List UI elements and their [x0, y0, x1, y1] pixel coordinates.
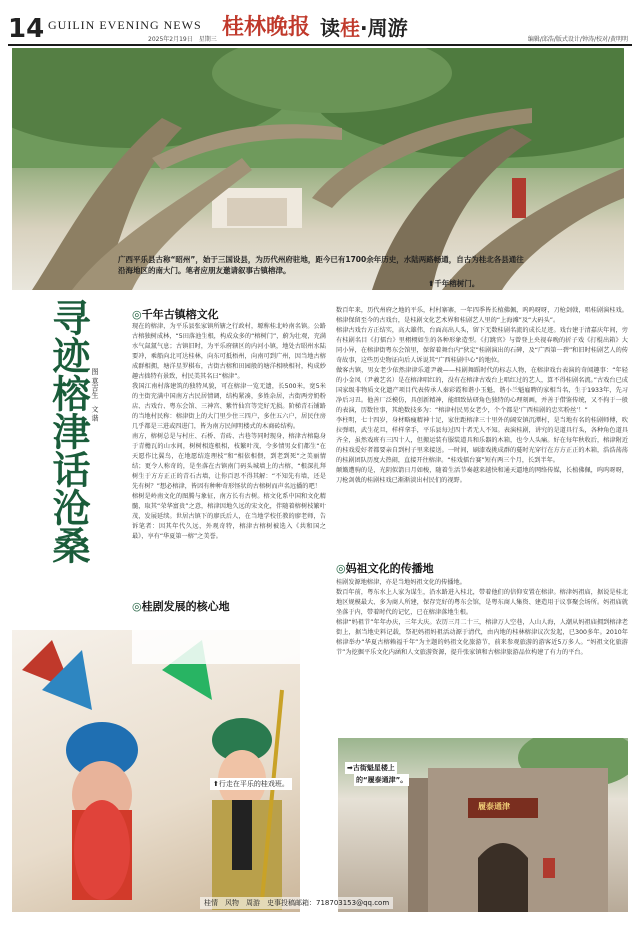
page-number: 14 — [8, 14, 45, 44]
article-author: 图 莫吉生 文 谐 — [91, 368, 99, 422]
section2-heading-text: 桂剧发展的核心地 — [141, 600, 230, 613]
hero-photo-label: ⬆千年榕树门。 — [428, 279, 480, 288]
paper-name: GUILIN EVENING NEWS — [48, 18, 202, 32]
section-title — [320, 12, 408, 41]
section-prefix: 读 — [320, 16, 340, 40]
bullet-icon: ◎ — [132, 308, 142, 321]
gate-caption-line2: 的“履泰通津”。 — [356, 776, 408, 784]
section3-heading-text: 妈祖文化的传播地 — [345, 562, 434, 575]
section1-heading-text: 千年古镇榕文化 — [141, 308, 219, 321]
newspaper-logo: 桂林晚报 — [222, 14, 311, 40]
section-highlight: 桂 — [340, 16, 360, 40]
section2-intro-overlay — [132, 614, 322, 664]
section-suffix: ·周游 — [360, 16, 408, 40]
opera-troupe-photo — [12, 630, 300, 912]
hero-caption: 广西平乐县古称“昭州”，始于三国设县，为历代州府驻地，距今已有1700余年历史，水陆两路畅通，自古为桂北各县通往沿海地区的南大门。笔者应朋友邀请叙事古镇榕津。 — [118, 255, 524, 275]
section2-heading — [132, 598, 230, 614]
header-divider — [8, 44, 632, 46]
section1-heading — [132, 306, 219, 322]
section1-body: 现在的榕津，为平乐县张家镇所辖之行政村，塬称桂北岭南名镇。公路古榕独树成林，“5田落池生根，构成众多的“榕树门”，蔚为壮观，充满水气氤氲气息；古镇旧时，为平乐府辖区的内河小镇，地处古昭州水陆要冲，乘船向北可达桂林，向东可抵梧州，向南可到广州，因当地古榕成群相拥，塘洋星罗棋布，古街古榕和田园般的塘洋相映相衬，构成妙趣古拙特有景致，村民美其名曰“榕津”。 我国江南村落建筑的独特风貌，可在榕津一览无遗，长500米，宽5米的主街充满中国南方古民居情调，结构紧凑，多姓杂居，古街两旁奶粉店、古戏台、粤东会馆、三神宫、紫竹仙宫等完好无损。阶梯青石铺路的当地村民称：榕津街上的大门里少住三四户，多住五六户，居民住房几乎都是三进或四进门，皆为南方民间明楼式的木商砖结构。 南方，榕树总是与村庄、石桥、青砖、古巷等同时现身，榕津古榕隐身于青檐瓦的山水间，树树相连根相，枝繁叶茂，令多情男女们都生“在天愿作比翼鸟，在地愿结连理枝”和“相依相偎，到老到死”之美丽情结；更令人称奇的，是坐落在古镇南门码头城墙上的古榕，“根深扎拜树生于方方正正的青石古墙，让你百思不得其解：“不知先有墙，还是先有树？”想必榕津，皆因有种种奇形怪状的古榕树而声名远播的吧！ 榕树是岭南文化的图腾与象征，南方长有古树。榕文化系中国和文化精髓，取其“荣华富贵”之意，榕津因地久远的宋文化，伴随着榕树枝繁叶茂，发展延续。世居古镇下的廖氏后人，在当地学校任教的廖老师，告诉笔者：因其年代久远，外观奇特，榕津古榕树被选入《共和国之最》，享有“华夏第一榕”之美誉。 — [132, 323, 326, 540]
gate-caption-line1: ➡古街魁星楼上 — [347, 764, 395, 772]
opera-illustration — [12, 630, 300, 912]
section3-body: 桂剧发源地榕津，亦是当地妈祖文化的传播地。 数百年前，粤东水上人家为谋生，沿水路进入桂北，带着他们的信仰安置在榕津。榕津妈祖庙，据说是桂北地区规模最大、多为商人所建，保存完好的粤东会馆，是粤东商人集资、建造用于议事聚会场所。妈祖庙就坐落于内，带着时代的记忆，已在榕津落地生根。 榕津“妈祖节”年年办庆，三年大庆。农历三月二十三，榕津万人空巷，人山人海，人潮从妈祖庙拥到榕津老街上，据当地史料记载，祭祀妈祖妈祖活动源于清代，由内地的桂林榕津议次发起，已300多年。2010年榕津举办“华夏古榕赖福千年”为主题的妈祖文化旅游节，前来参观旅游的游客近5万多人。“妈祖文化旅游节”为挖掘平乐文化内涵和人文旅游资源，提升张家镇和古榕津旅游品位构建了有力的平台。 — [336, 579, 628, 656]
bullet-icon: ◎ — [132, 600, 142, 613]
footer-submission: 桂情 风物 周游 史事投稿邮箱：718703153@qq.com — [200, 897, 393, 909]
article-title: 寻迹榕津话沧桑 — [46, 298, 91, 564]
section3-heading — [336, 560, 434, 576]
gate-plaque: 履泰通津 — [478, 802, 510, 811]
bullet-icon: ◎ — [336, 562, 346, 575]
editor-credits: 编辑/邱浩/版式设计/钟涛/校对/黄明明 — [527, 36, 628, 43]
opera-caption: ⬆行走在平乐的桂戏班。 — [210, 778, 292, 790]
section2-body: 数百年来，历代州府之地的平乐，村村寨寨，一年四季皆长植佛佩，呜呜呀呀，刀枪剑戟，唱桂剧演桂戏。榕津保留至今的古戏台，是桂剧文化艺术界和桂剧艺人里的“上海滩”及“大码头”。 榕津古戏台方正结实，高大雄伟，台面高出人头，留下无数桂剧名流的成长足迹。戏台建于清嘉庆年间，旁有桂剧名目《打擂台》里栩栩如生的各种形象造型。《打跳官》与曾登上央视春晚的折子戏《打棍出箱》大同小异，在榕津街粤东会馆里，保留着舞台内“狄定”桂剧演出的石碑，及“广西第一碧”和旧时桂剧艺人的传奇故事，这些历史物证向后人诉说其“广西桂剧中心”的地位。 做客古镇，男女老少依然津津乐道尹羲——桂剧舞蹈时代的标志人物，在榕津戏台表演的奇闻趣事：“年轻的小金凤（尹羲艺名）是在榕津唱红的，没有在榕津古戏台上唱红过的艺人，算不得桂剧名流。”古戏台已成国家级非物质文化遗产项目代表传承人秦彩霞和谐小玉魁，谐小兰魁雇聘的家相当名，生于1933年，先习净后习丑。他善厂泛模仿，具创新精神，能细致钻研角色独特的心理刻画，并善于借鉴传统，又不拘于一般的表演，历数往事，其绝数技多为：“榕津村民男女老少，个个都是‘广西桂剧的忠实粉丝’！” 李柱明，七十四岁，身材略瘦精神十足，家住距榕津三十里外的阔安镇沉潭村，是当地有名的桂剧师傅，吹拉弹唱，武生花旦，样样拿手，平乐县每过四十者无人不知。表演桂剧，讲究的是道具行头，各种角色道具齐全，虽然戏班有三四十人，但搬运装有服装道具和乐器的木箱，也令人头痛。好在每年秋收后，榕津附近的桂戏爱好者都要亲自到村子里来接送。一时间，刷漆戏挑成群的蔓时光穿行在方方正正的木箱，浩浩荡荡的桂剧团队历度大热闹，直接开往榕津。“桂戏擂台赛”短有两三个月，长到半年。 颠簸遭驹的是，光阴似箭日月如梭，随着生活节奏越来越快和通天逼地的网络传媒，长植佛佩，呜呜呀呀，刀枪剑戟的桂剧桂戏已渐渐淡出村民们的视野。 — [336, 307, 628, 484]
issue-date: 2025年2月19日 星期三 — [148, 36, 217, 43]
